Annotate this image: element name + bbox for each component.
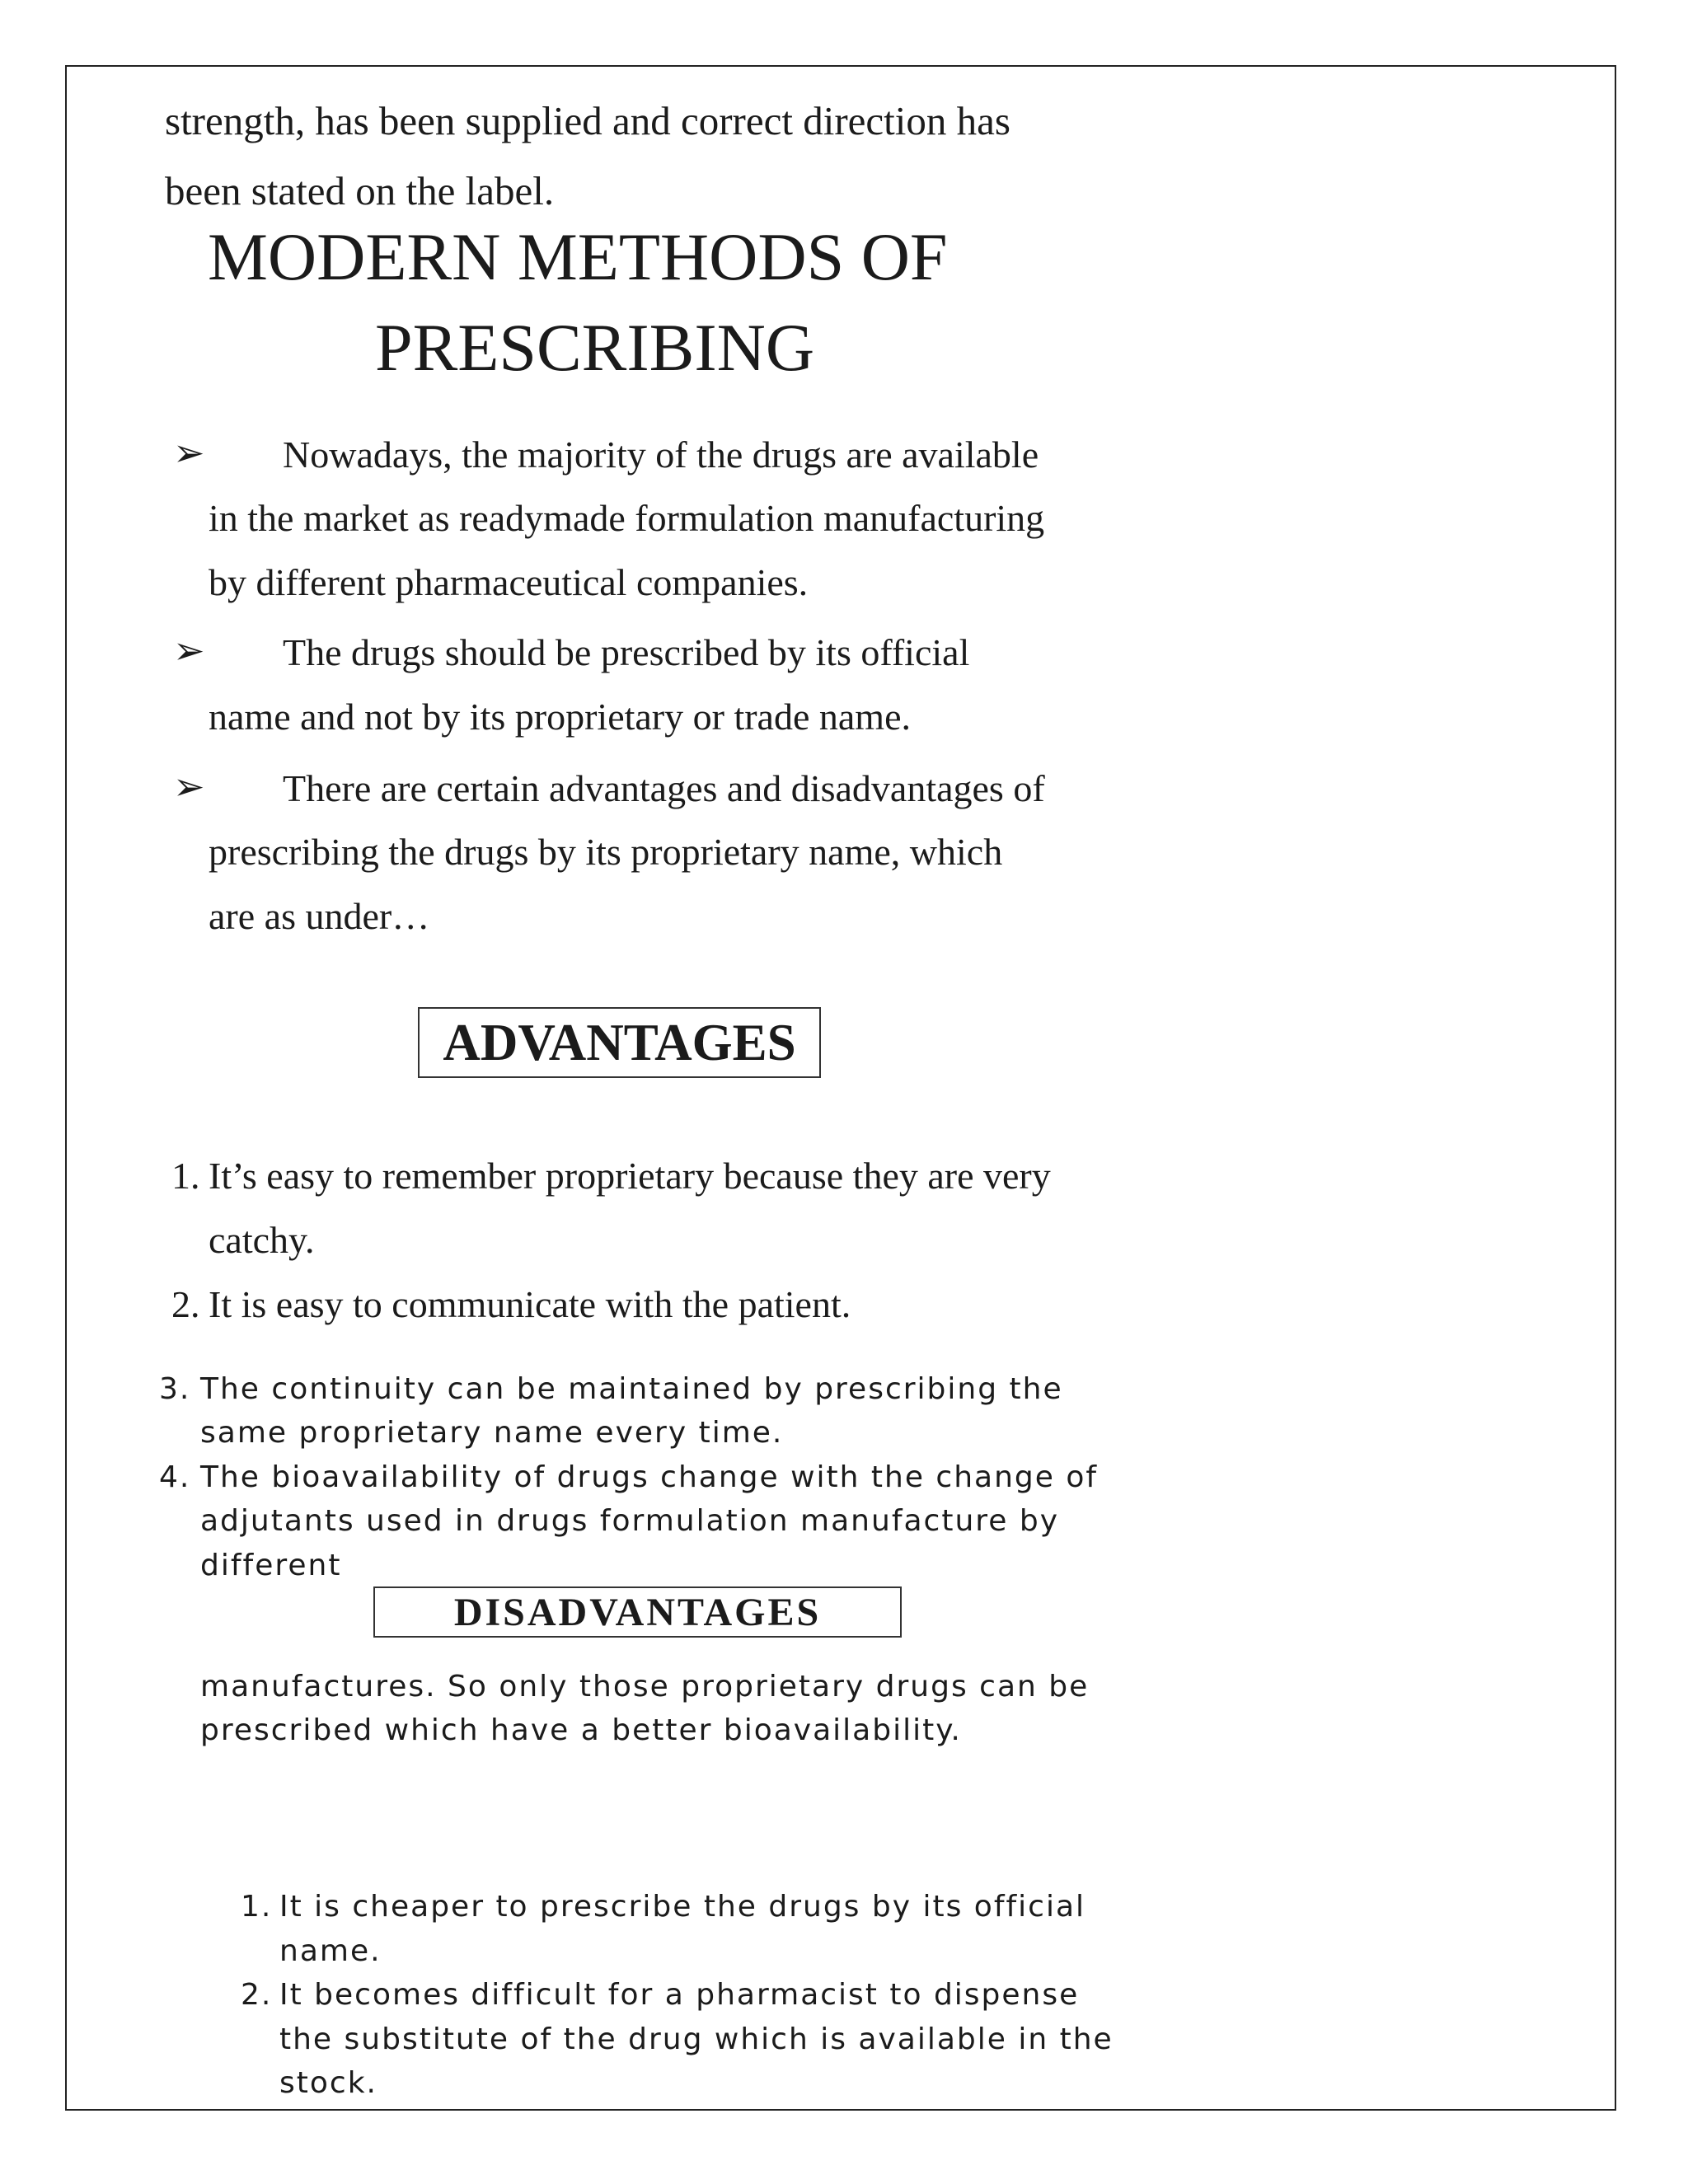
intro-line: been stated on the label. bbox=[165, 168, 555, 213]
list-item-number: 3. bbox=[159, 1372, 191, 1406]
list-item: same proprietary name every time. bbox=[200, 1416, 784, 1450]
list-item-number: 2. bbox=[241, 1978, 273, 2012]
list-item: It is easy to communicate with the patient. bbox=[209, 1283, 851, 1325]
bullet-text: are as under… bbox=[209, 895, 430, 937]
advantages-heading-text: ADVANTAGES bbox=[443, 1013, 796, 1071]
disadvantages-heading bbox=[373, 1586, 902, 1638]
page-title-line: PRESCRIBING bbox=[375, 310, 815, 385]
arrow-bullet-icon: ➢ bbox=[173, 432, 205, 474]
bullet-text: in the market as readymade formulation manufacturing bbox=[209, 497, 1045, 539]
list-item: different bbox=[200, 1549, 342, 1582]
list-item: The continuity can be maintained by prescribing the bbox=[200, 1372, 1063, 1406]
advantages-heading bbox=[418, 1007, 821, 1078]
list-item-number: 2. bbox=[171, 1283, 200, 1325]
bullet-text: prescribing the drugs by its proprietary name, which bbox=[209, 831, 1003, 873]
list-item: name. bbox=[279, 1934, 382, 1968]
arrow-bullet-icon: ➢ bbox=[173, 766, 205, 808]
page-border bbox=[65, 65, 1616, 2111]
bullet-text: by different pharmaceutical companies. bbox=[209, 561, 809, 603]
list-item: the substitute of the drug which is available in the bbox=[279, 2022, 1114, 2056]
list-item-number: 1. bbox=[171, 1155, 200, 1197]
list-item: It’s easy to remember proprietary because they are very bbox=[209, 1155, 1051, 1197]
bullet-text: Nowadays, the majority of the drugs are available bbox=[283, 434, 1039, 476]
disadvantages-heading-text: DISADVANTAGES bbox=[453, 1590, 822, 1634]
list-item: It is cheaper to prescribe the drugs by its official bbox=[279, 1890, 1086, 1924]
list-item: catchy. bbox=[209, 1219, 315, 1261]
list-item: prescribed which have a better bioavailability. bbox=[200, 1713, 962, 1747]
list-item: It becomes difficult for a pharmacist to dispense bbox=[279, 1978, 1080, 2012]
page-title-line: MODERN METHODS OF bbox=[208, 219, 948, 294]
bullet-text: name and not by its proprietary or trade name. bbox=[209, 696, 911, 738]
list-item-number: 4. bbox=[159, 1460, 191, 1494]
intro-line: strength, has been supplied and correct direction has bbox=[165, 98, 1010, 143]
list-item: stock. bbox=[279, 2066, 377, 2100]
list-item: adjutants used in drugs formulation manufacture by bbox=[200, 1504, 1060, 1538]
arrow-bullet-icon: ➢ bbox=[173, 630, 205, 672]
list-item-number: 1. bbox=[241, 1890, 273, 1924]
bullet-text: There are certain advantages and disadvantages of bbox=[283, 767, 1045, 809]
bullet-text: The drugs should be prescribed by its official bbox=[283, 631, 970, 673]
list-item: The bioavailability of drugs change with the change of bbox=[200, 1460, 1099, 1494]
list-item: manufactures. So only those proprietary drugs can be bbox=[200, 1670, 1090, 1704]
